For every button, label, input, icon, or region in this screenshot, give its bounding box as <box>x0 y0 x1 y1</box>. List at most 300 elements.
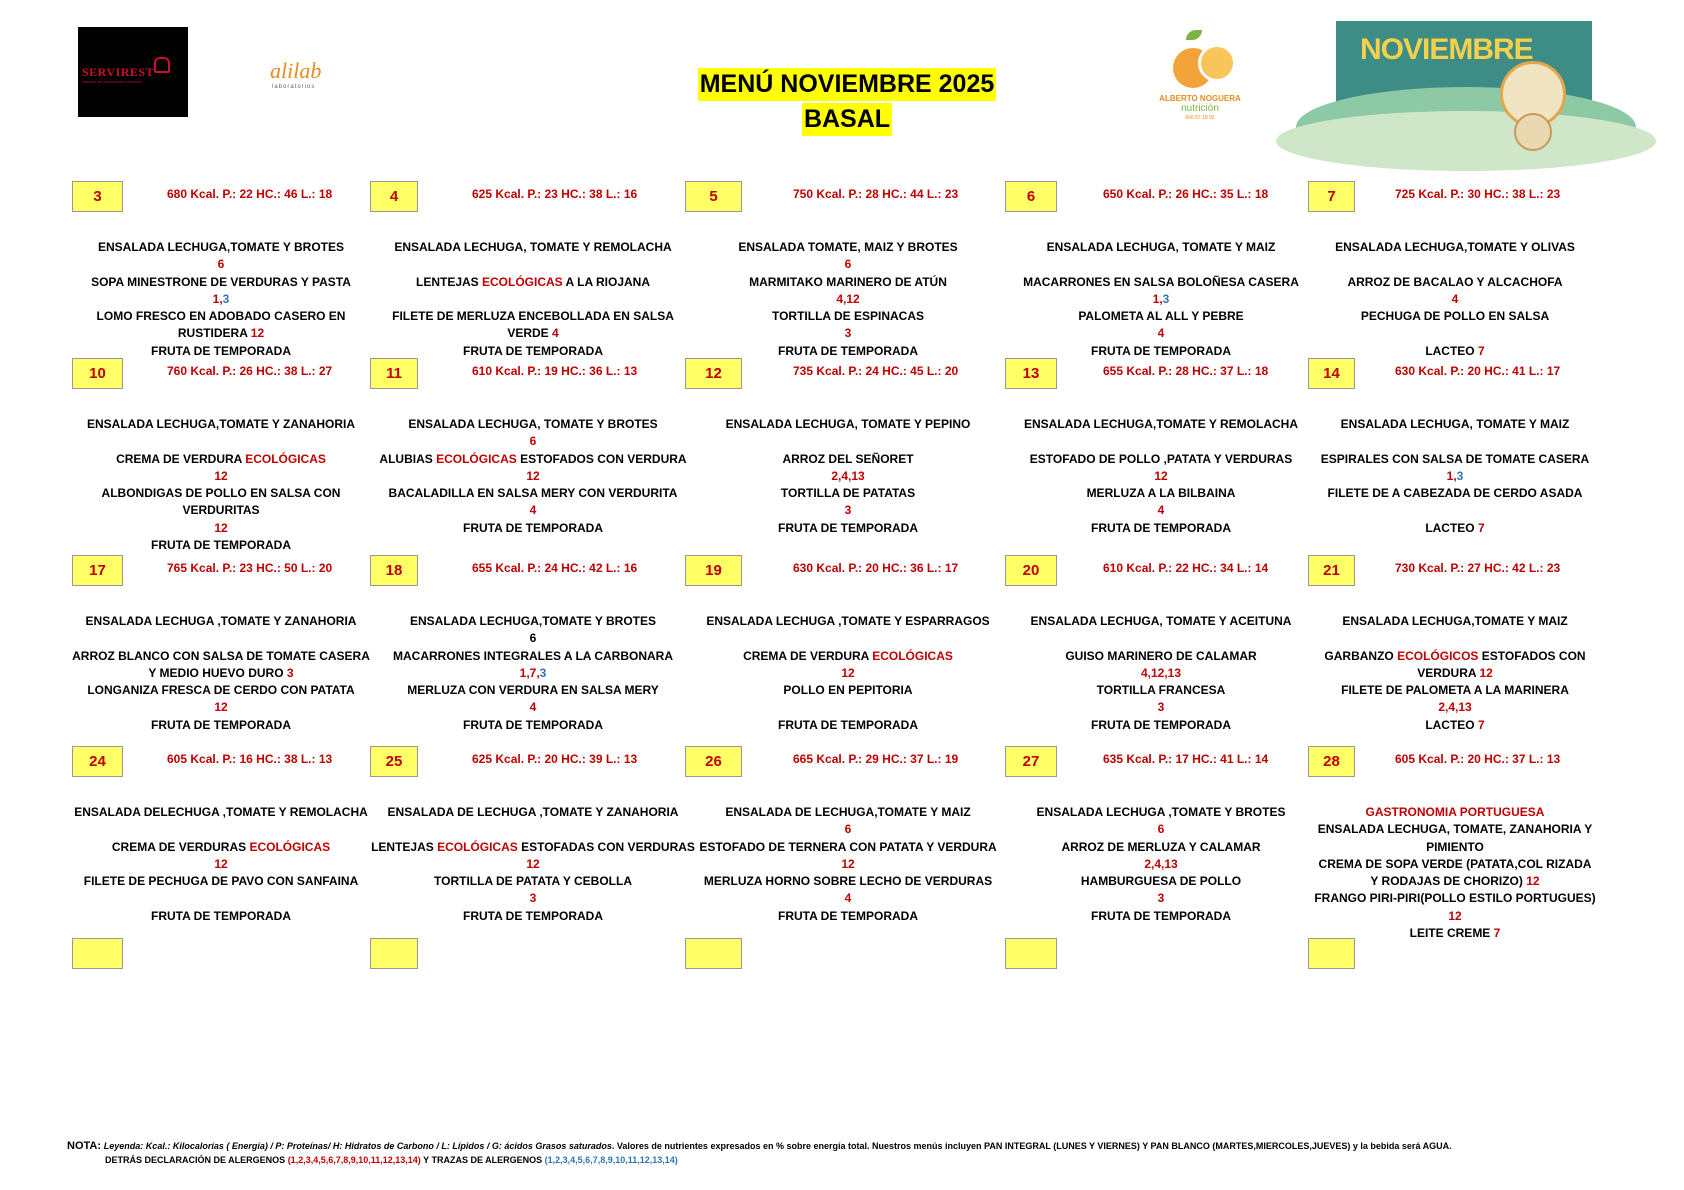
menu-line <box>690 256 1006 273</box>
nutrition-summary: 750 Kcal. P.: 28 HC.: 44 L.: 23 <box>793 187 959 201</box>
banner-month-text: NOVIEMBRE <box>1360 33 1533 66</box>
day-menu <box>370 996 696 1113</box>
menu-line <box>70 468 372 485</box>
day-menu <box>690 239 1006 356</box>
day-number-box <box>1308 938 1355 969</box>
menu-line <box>1305 613 1605 630</box>
menu-line <box>690 908 1006 925</box>
dish-text: ENSALADA LECHUGA, TOMATE Y ACEITUNA <box>1030 614 1292 628</box>
menu-line <box>1305 291 1605 308</box>
day-number-box <box>1005 938 1057 969</box>
menu-line <box>1305 416 1605 433</box>
dish-text: GARBANZO <box>1324 648 1398 663</box>
allergen-or-highlight-text: 3 <box>844 503 852 518</box>
allergen-or-highlight-text: , <box>219 291 223 306</box>
allergen-or-highlight-text: 12 <box>526 468 540 483</box>
day-menu <box>70 996 372 1113</box>
menu-line <box>1010 451 1312 468</box>
dish-text: FRUTA DE TEMPORADA <box>463 343 603 358</box>
menu-line <box>370 239 696 256</box>
dish-text: FRUTA DE TEMPORADA <box>151 908 291 923</box>
dish-text: TORTILLA DE PATATAS <box>780 486 916 501</box>
menu-line <box>1305 839 1605 856</box>
menu-line <box>690 613 1006 630</box>
dish-text: TORTILLA DE PATATA Y CEBOLLA <box>434 874 632 889</box>
dish-text: ENSALADA LECHUGA ,TOMATE Y ESPARRAGOS <box>706 614 990 628</box>
menu-line <box>370 613 696 630</box>
traces-list: (1,2,3,4,5,6,7,8,9,10,11,12,13,14) <box>544 1155 678 1165</box>
allergen-or-highlight-text: 4 <box>529 503 537 518</box>
day-number-box: 27 <box>1005 746 1057 777</box>
allergen-or-highlight-text: 12 <box>841 856 855 871</box>
menu-line <box>1305 256 1605 273</box>
dish-text: GUISO MARINERO DE CALAMAR <box>1065 648 1257 663</box>
allergen-or-highlight-text: ECOLÓGICAS <box>437 839 518 854</box>
menu-line <box>690 856 1006 873</box>
menu-line <box>370 274 696 291</box>
day-number-box: 19 <box>685 555 742 586</box>
orange-slice-icon <box>1198 44 1236 82</box>
allergen-or-highlight-text: GASTRONOMIA PORTUGUESA <box>1365 805 1545 819</box>
menu-line <box>1305 908 1605 925</box>
allergen-or-highlight-text: 3 <box>529 891 537 906</box>
day-menu <box>690 996 1006 1113</box>
dish-text: ENSALADA LECHUGA,TOMATE Y REMOLACHA <box>1023 417 1298 431</box>
menu-line <box>1010 416 1312 433</box>
day-menu <box>70 239 372 356</box>
servirest-logo-text: SERVIREST <box>82 65 155 79</box>
allergen-or-highlight-text: 3 <box>1157 891 1165 906</box>
dish-text: LEITE CREME <box>1409 926 1494 941</box>
menu-line <box>1010 890 1312 907</box>
allergen-or-highlight-text: ECOLÓGICAS <box>436 451 517 466</box>
alilab-logo-text: alilab <box>270 58 322 83</box>
dish-text: FRUTA DE TEMPORADA <box>1091 908 1231 923</box>
day-menu <box>370 416 696 533</box>
menu-line <box>370 873 696 890</box>
dish-text: FILETE DE A CABEZADA DE CERDO ASADA <box>1327 486 1583 501</box>
dish-text: ENSALADA LECHUGA, TOMATE Y BROTES <box>408 417 658 431</box>
allergen-or-highlight-text: 1 <box>1152 291 1160 306</box>
menu-line <box>690 520 1006 537</box>
menu-line <box>70 274 372 291</box>
menu-line <box>370 451 696 468</box>
alilab-logo-subtext: laboratorios <box>272 84 316 90</box>
menu-line <box>1305 630 1605 647</box>
day-menu <box>690 416 1006 533</box>
allergen-or-highlight-text: 6 <box>844 257 852 272</box>
dish-text: CREMA DE SOPA VERDE (PATATA,COL RIZADA <box>1318 856 1592 871</box>
dish-text: ENSALADA LECHUGA ,TOMATE Y ZANAHORIA <box>85 614 357 628</box>
lion-cub-icon <box>1514 113 1552 151</box>
day-number-box: 26 <box>685 746 742 777</box>
dish-text: ENSALADA LECHUGA, TOMATE Y REMOLACHA <box>394 240 672 254</box>
nutrition-summary: 655 Kcal. P.: 28 HC.: 37 L.: 18 <box>1103 364 1269 378</box>
menu-line <box>70 717 372 734</box>
allergen-or-highlight-text: ECOLÓGICOS <box>1397 648 1479 663</box>
dish-text: ESPIRALES CON SALSA DE TOMATE CASERA <box>1320 451 1590 466</box>
dish-text: FRUTA DE TEMPORADA <box>778 343 918 358</box>
page-title-block <box>600 68 1094 138</box>
day-menu <box>690 613 1006 730</box>
day-menu <box>1010 416 1312 533</box>
menu-line <box>70 890 372 907</box>
dish-text: VERDURA <box>1417 665 1480 680</box>
menu-line <box>370 890 696 907</box>
menu-line <box>690 839 1006 856</box>
menu-line <box>70 239 372 256</box>
dish-text: A LA RIOJANA <box>562 274 651 289</box>
day-menu <box>70 613 372 730</box>
menu-line <box>370 485 696 502</box>
dish-text: FRUTA DE TEMPORADA <box>778 908 918 923</box>
menu-line <box>70 613 372 630</box>
menu-line <box>690 451 1006 468</box>
dish-text: Y RODAJAS DE CHORIZO) <box>1370 874 1527 889</box>
allergen-or-highlight-text: ECOLÓGICAS <box>245 451 326 466</box>
menu-line <box>1010 630 1312 647</box>
servirest-logo-subtext: Servicio de restauración colectiva <box>82 79 142 84</box>
menu-line <box>370 256 696 273</box>
allergen-or-highlight-text: 12 <box>1526 874 1540 889</box>
allergen-or-highlight-text: 4,12 <box>836 291 860 306</box>
menu-line <box>1305 873 1605 890</box>
dish-text: VERDE <box>507 326 552 341</box>
dish-text: LACTEO <box>1425 343 1478 358</box>
nutrition-summary: 765 Kcal. P.: 23 HC.: 50 L.: 20 <box>167 561 333 575</box>
allergen-or-highlight-text: 12 <box>1479 665 1493 680</box>
menu-line <box>1305 485 1605 502</box>
dish-text: FRUTA DE TEMPORADA <box>463 908 603 923</box>
nutrition-summary: 610 Kcal. P.: 22 HC.: 34 L.: 14 <box>1103 561 1269 575</box>
dish-text: ESTOFADO DE POLLO ,PATATA Y VERDURAS <box>1029 451 1293 466</box>
day-number-box: 10 <box>72 358 123 389</box>
dish-text: ENSALADA TOMATE, MAIZ Y BROTES <box>738 240 958 254</box>
day-number-box <box>685 938 742 969</box>
menu-line <box>370 416 696 433</box>
nutrition-summary: 735 Kcal. P.: 24 HC.: 45 L.: 20 <box>793 364 959 378</box>
menu-line <box>70 699 372 716</box>
allergen-or-highlight-text: 7 <box>1477 717 1485 732</box>
allergen-or-highlight-text: 12 <box>214 468 228 483</box>
menu-line <box>70 682 372 699</box>
dish-text: LONGANIZA FRESCA DE CERDO CON PATATA <box>87 683 355 698</box>
day-number-box: 6 <box>1005 181 1057 212</box>
allergen-or-highlight-text: , <box>1159 291 1163 306</box>
alberto-noguera-logo <box>1140 28 1260 123</box>
menu-line <box>70 325 372 342</box>
dish-text: ENSALADA LECHUGA ,TOMATE Y BROTES <box>1036 805 1286 819</box>
day-menu <box>1305 416 1605 533</box>
dish-text: ENSALADA DE LECHUGA ,TOMATE Y ZANAHORIA <box>387 805 679 819</box>
allergen-or-highlight-text: 3 <box>286 665 294 680</box>
allergen-or-highlight-text: 4,12,13 <box>1140 665 1182 680</box>
allergen-or-highlight-text: ECOLÓGICAS <box>249 839 331 854</box>
menu-line <box>1010 308 1312 325</box>
day-number-box: 5 <box>685 181 742 212</box>
dish-text: PIMIENTO <box>1426 839 1484 854</box>
dish-text: ARROZ DE MERLUZA Y CALAMAR <box>1061 839 1261 854</box>
menu-line <box>1010 873 1312 890</box>
menu-line <box>1305 468 1605 485</box>
menu-line <box>1305 648 1605 665</box>
menu-line <box>370 325 696 342</box>
nutrition-summary: 725 Kcal. P.: 30 HC.: 38 L.: 23 <box>1395 187 1561 201</box>
dish-text: CREMA DE VERDURA <box>116 451 246 466</box>
allergen-or-highlight-text: 6 <box>1157 822 1165 837</box>
day-menu <box>370 804 696 921</box>
day-number-box: 4 <box>370 181 418 212</box>
trace-allergen-code: 3 <box>1456 468 1464 483</box>
dish-text: FILETE DE PECHUGA DE PAVO CON SANFAINA <box>83 874 359 889</box>
menu-line <box>1305 699 1605 716</box>
menu-line <box>1010 502 1312 519</box>
menu-line <box>370 502 696 519</box>
day-menu <box>1305 996 1605 1113</box>
menu-line <box>70 308 372 325</box>
allergen-or-highlight-text: 4 <box>1157 503 1165 518</box>
menu-line <box>1010 908 1312 925</box>
menu-line <box>1010 520 1312 537</box>
menu-line <box>690 699 1006 716</box>
dish-text: ENSALADA LECHUGA,TOMATE Y BROTES <box>409 614 657 628</box>
menu-line <box>70 256 372 273</box>
allergen-or-highlight-text: 2,4,13 <box>831 468 865 483</box>
menu-line <box>70 485 372 502</box>
menu-line <box>1010 485 1312 502</box>
dish-text: TORTILLA DE ESPINACAS <box>771 309 924 324</box>
menu-line <box>690 325 1006 342</box>
menu-line <box>690 665 1006 682</box>
trace-allergen-code: 3 <box>539 665 547 680</box>
menu-line <box>690 485 1006 502</box>
menu-line <box>370 520 696 537</box>
menu-line <box>70 502 372 519</box>
menu-line <box>370 839 696 856</box>
dish-text: ALBONDIGAS DE POLLO EN SALSA CON <box>101 486 341 501</box>
trace-allergen-code: 3 <box>222 291 230 306</box>
menu-line <box>1305 821 1605 838</box>
day-number-box: 3 <box>72 181 123 212</box>
allergen-or-highlight-text: 12 <box>526 856 540 871</box>
dish-text: SOPA MINESTRONE DE VERDURAS Y PASTA <box>91 274 351 289</box>
day-number-box <box>370 938 418 969</box>
dish-text: MACARRONES INTEGRALES A LA CARBONARA <box>393 648 673 663</box>
allergen-or-highlight-text: 2,4,13 <box>1144 856 1178 871</box>
menu-line <box>370 804 696 821</box>
day-number-box: 12 <box>685 358 742 389</box>
menu-line <box>370 665 696 682</box>
day-menu <box>1305 239 1605 356</box>
menu-line <box>1305 308 1605 325</box>
menu-line <box>1305 665 1605 682</box>
day-menu <box>1010 996 1312 1113</box>
menu-line <box>690 717 1006 734</box>
day-number-box: 21 <box>1308 555 1355 586</box>
dish-text: MERLUZA CON VERDURA EN SALSA MERY <box>407 683 659 698</box>
menu-line <box>70 291 372 308</box>
dish-text: 6 <box>529 631 537 646</box>
dish-text: HAMBURGUESA DE POLLO <box>1080 874 1242 889</box>
allergen-or-highlight-text: 2,4,13 <box>1438 700 1472 715</box>
day-number-box: 24 <box>72 746 123 777</box>
page-subtitle: BASAL <box>802 103 892 136</box>
dish-text: FRUTA DE TEMPORADA <box>463 520 603 535</box>
day-menu <box>370 613 696 730</box>
menu-line <box>370 856 696 873</box>
dish-text: FILETE DE PALOMETA A LA MARINERA <box>1341 683 1569 698</box>
day-number-box: 28 <box>1308 746 1355 777</box>
menu-line <box>1305 520 1605 537</box>
menu-line <box>1010 239 1312 256</box>
day-number-box: 25 <box>370 746 418 777</box>
menu-line <box>370 291 696 308</box>
dish-text: ENSALADA LECHUGA, TOMATE Y PEPINO <box>725 417 971 431</box>
menu-line <box>690 416 1006 433</box>
allergen-or-highlight-text: 12 <box>1154 468 1168 483</box>
menu-line <box>70 451 372 468</box>
day-number-box: 14 <box>1308 358 1355 389</box>
menu-line <box>1305 717 1605 734</box>
dish-text: ENSALADA LECHUGA,TOMATE Y MAIZ <box>1342 614 1568 628</box>
menu-line <box>1305 433 1605 450</box>
menu-line <box>70 520 372 537</box>
dish-text: LENTEJAS <box>415 274 482 289</box>
leaf-icon <box>1186 30 1202 40</box>
menu-line <box>690 648 1006 665</box>
allergen-or-highlight-text: 12 <box>841 665 855 680</box>
allergen-or-highlight-text: 4 <box>529 700 537 715</box>
day-menu <box>690 804 1006 921</box>
menu-line <box>370 699 696 716</box>
chef-hat-icon <box>154 57 170 73</box>
day-number-box: 17 <box>72 555 123 586</box>
menu-line <box>70 630 372 647</box>
menu-line <box>370 821 696 838</box>
nutrition-summary: 605 Kcal. P.: 16 HC.: 38 L.: 13 <box>167 752 333 766</box>
nutrition-summary: 630 Kcal. P.: 20 HC.: 36 L.: 17 <box>793 561 959 575</box>
nutrition-summary: 665 Kcal. P.: 29 HC.: 37 L.: 19 <box>793 752 959 766</box>
dish-text: LENTEJAS <box>371 839 438 854</box>
allergen-or-highlight-text: 7 <box>1477 520 1485 535</box>
menu-line <box>1305 451 1605 468</box>
traces-label: Y TRAZAS DE ALERGENOS <box>423 1155 545 1165</box>
allergens-label: DETRÁS DECLARACIÓN DE ALERGENOS <box>105 1155 288 1165</box>
nutrition-summary: 610 Kcal. P.: 19 HC.: 36 L.: 13 <box>472 364 638 378</box>
dish-text: LACTEO <box>1425 717 1478 732</box>
dish-text: ALUBIAS <box>379 451 437 466</box>
menu-line <box>1305 274 1605 291</box>
allergen-or-highlight-text: 6 <box>529 434 537 449</box>
day-number-box: 11 <box>370 358 418 389</box>
dish-text: ESTOFADOS CON VERDURA <box>516 451 687 466</box>
nutrition-summary: 605 Kcal. P.: 20 HC.: 37 L.: 13 <box>1395 752 1561 766</box>
dish-text: POLLO EN PEPITORIA <box>783 683 913 698</box>
menu-line <box>1010 613 1312 630</box>
menu-line <box>1010 682 1312 699</box>
menu-line <box>70 416 372 433</box>
dish-text: FRUTA DE TEMPORADA <box>778 717 918 732</box>
allergen-or-highlight-text: 12 <box>214 856 228 871</box>
menu-line <box>370 343 696 360</box>
menu-line <box>70 537 372 554</box>
alberto-logo-name: ALBERTO NOGUERA <box>1159 94 1241 103</box>
dish-text: ESTOFADOS CON <box>1478 648 1586 663</box>
menu-line <box>1010 256 1312 273</box>
allergen-declaration-line <box>105 1154 678 1167</box>
dish-text: ENSALADA DE LECHUGA,TOMATE Y MAIZ <box>725 805 971 819</box>
menu-line <box>690 468 1006 485</box>
day-menu <box>1010 613 1312 730</box>
dish-text: FRUTA DE TEMPORADA <box>463 717 603 732</box>
allergen-or-highlight-text: , <box>1453 468 1457 483</box>
page-title: MENÚ NOVIEMBRE 2025 <box>698 68 997 101</box>
menu-line <box>690 308 1006 325</box>
nota-label: NOTA: <box>67 1140 102 1152</box>
dish-text: PECHUGA DE POLLO EN SALSA <box>1360 309 1550 324</box>
menu-line <box>690 291 1006 308</box>
allergen-or-highlight-text: 12 <box>214 700 228 715</box>
menu-line <box>70 839 372 856</box>
allergen-or-highlight-text: 12 <box>250 326 265 341</box>
trace-allergen-code: 3 <box>1162 291 1170 306</box>
menu-line <box>690 821 1006 838</box>
dish-text: ENSALADA LECHUGA,TOMATE Y OLIVAS <box>1335 240 1575 254</box>
menu-line <box>1010 839 1312 856</box>
menu-line <box>690 433 1006 450</box>
servirest-logo <box>78 27 188 117</box>
allergen-or-highlight-text: 12 <box>214 520 228 535</box>
day-number-box: 7 <box>1308 181 1355 212</box>
allergens-list: (1,2,3,4,5,6,7,8,9,10,11,12,13,14) <box>287 1155 421 1165</box>
menu-line <box>690 630 1006 647</box>
menu-line <box>1010 699 1312 716</box>
dish-text: TORTILLA FRANCESA <box>1096 683 1226 698</box>
alberto-logo-sub: nutrición <box>1181 103 1219 114</box>
menu-line <box>1010 804 1312 821</box>
dish-text: FRUTA DE TEMPORADA <box>778 520 918 535</box>
menu-line <box>1305 682 1605 699</box>
menu-line <box>370 433 696 450</box>
nutrition-summary: 760 Kcal. P.: 26 HC.: 38 L.: 27 <box>167 364 333 378</box>
dish-text: MACARRONES EN SALSA BOLOÑESA CASERA <box>1023 274 1299 289</box>
footer-note <box>67 1140 1452 1165</box>
legend-rest-text: . Valores de nutrientes expresados en % sobre energía total. Nuestros menús incluyen PAN INTEGRAL (LUNES Y VIERNES) Y PAN BLANCO (MARTES,MIERCOLES,JUEVES) y la bebida será AGUA. <box>611 1141 1452 1151</box>
menu-line <box>1010 648 1312 665</box>
allergen-or-highlight-text: 3 <box>1157 700 1165 715</box>
dish-text: ESTOFADO DE TERNERA CON PATATA Y VERDURA <box>699 839 997 854</box>
menu-line <box>1010 291 1312 308</box>
banner-hill-shape <box>1276 111 1656 171</box>
allergen-or-highlight-text: 6 <box>217 257 225 272</box>
menu-line <box>70 665 372 682</box>
day-menu <box>70 804 372 921</box>
dish-text: FILETE DE MERLUZA ENCEBOLLADA EN SALSA <box>392 309 674 324</box>
menu-line <box>70 856 372 873</box>
menu-line <box>70 433 372 450</box>
dish-text: LOMO FRESCO EN ADOBADO CASERO EN <box>96 309 346 324</box>
menu-line <box>1010 433 1312 450</box>
allergen-or-highlight-text: 7 <box>1477 343 1485 358</box>
dish-text: BACALADILLA EN SALSA MERY CON VERDURITA <box>388 486 678 501</box>
dish-text: ENSALADA LECHUGA,TOMATE Y BROTES <box>97 240 345 254</box>
menu-line <box>1010 856 1312 873</box>
menu-line <box>70 804 372 821</box>
day-menu <box>1305 804 1605 941</box>
menu-line <box>70 908 372 925</box>
dish-text: ARROZ DE BACALAO Y ALCACHOFA <box>1347 274 1563 289</box>
november-banner-image <box>1336 21 1592 135</box>
